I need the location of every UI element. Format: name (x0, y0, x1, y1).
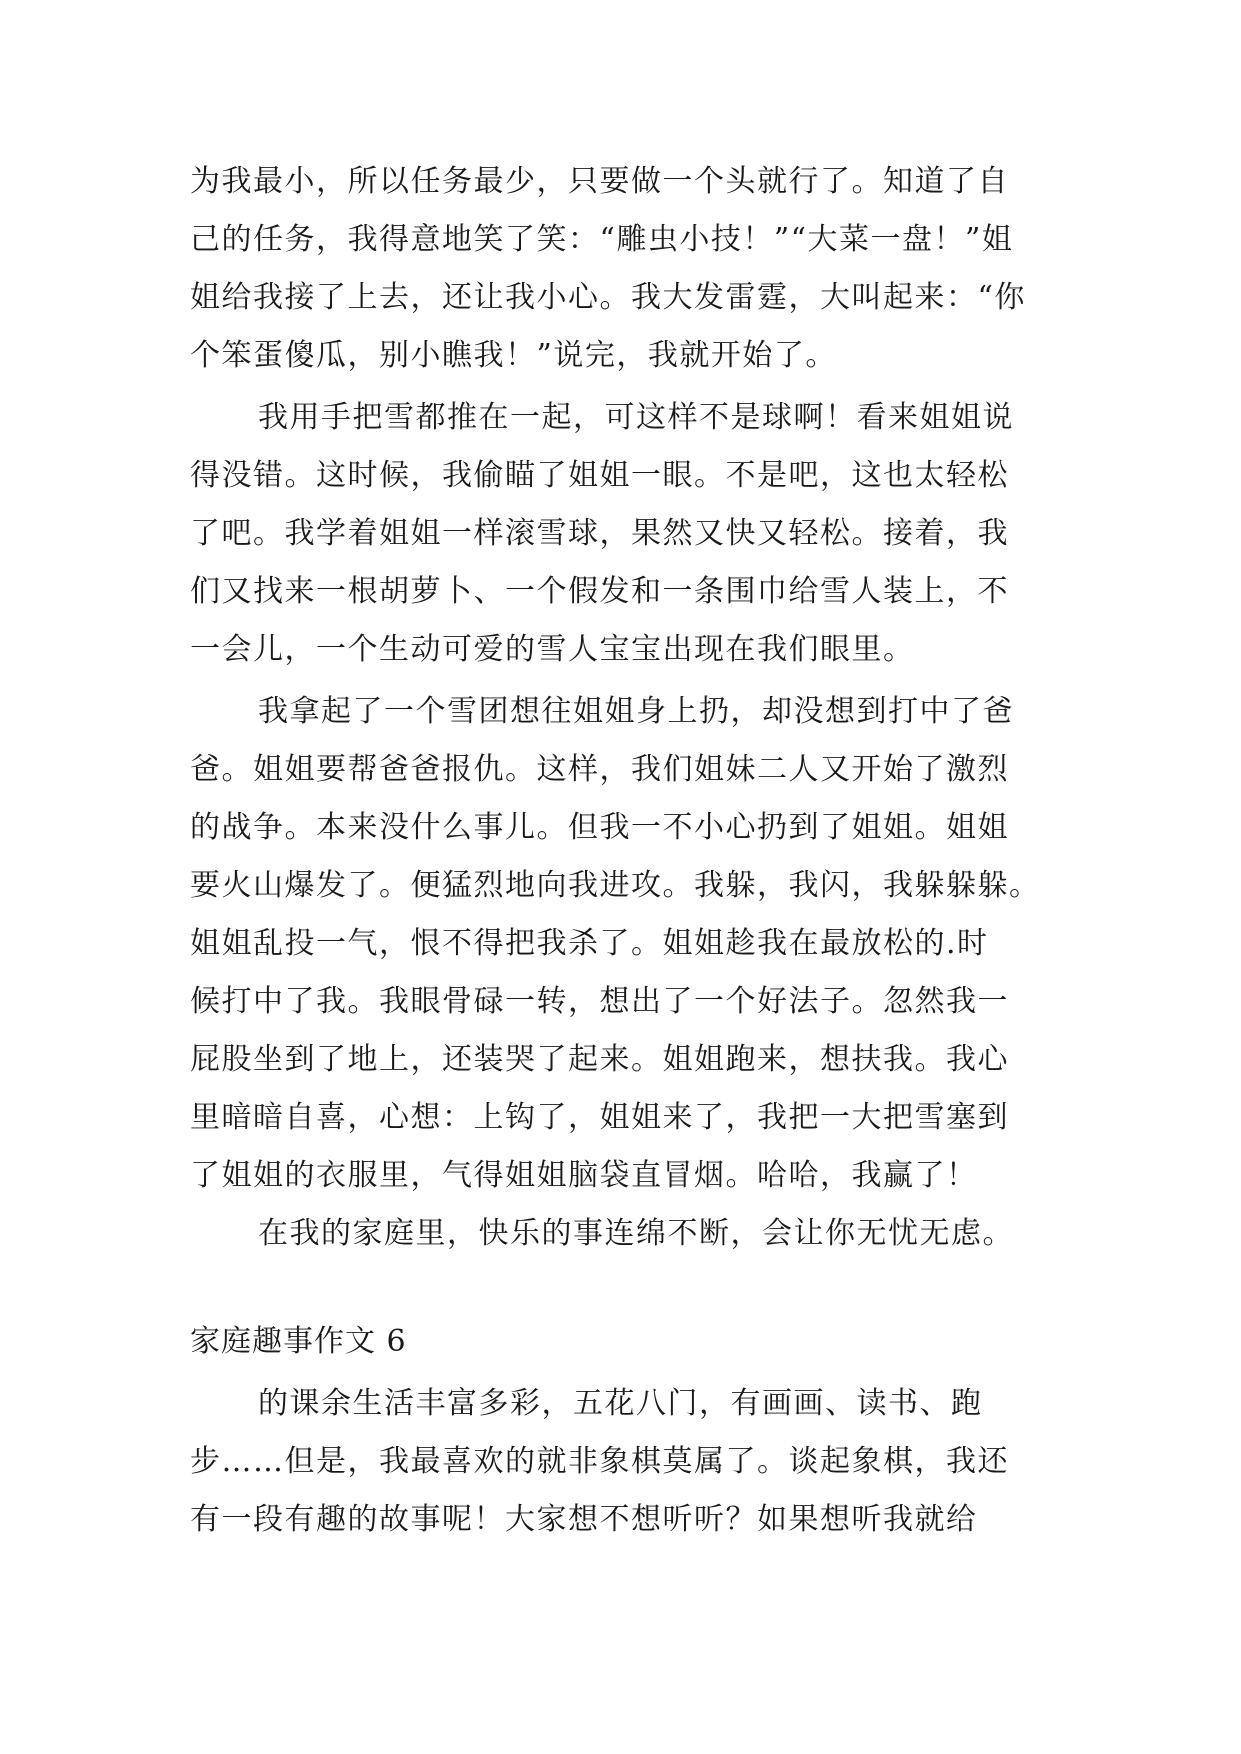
paragraph-3-line-4: 要火山爆发了。便猛烈地向我进攻。我躲，我闪，我躲躲躲。 (190, 868, 1041, 903)
paragraph-1-line-1: 为我最小，所以任务最少，只要做一个头就行了。知道了自 (190, 164, 1009, 199)
section-paragraph-line-3: 有一段有趣的故事呢！大家想不想听听？如果想听我就给 (190, 1502, 978, 1537)
paragraph-3-line-2: 爸。姐姐要帮爸爸报仇。这样，我们姐妹二人又开始了激烈 (190, 752, 1009, 787)
paragraph-1-line-4: 个笨蛋傻瓜，别小瞧我！”说完，我就开始了。 (190, 338, 837, 373)
paragraph-3-line-3: 的战争。本来没什么事儿。但我一不小心扔到了姐姐。姐姐 (190, 810, 1009, 845)
paragraph-1-line-2: 己的任务，我得意地笑了笑：“雕虫小技！”“大菜一盘！”姐 (190, 222, 1014, 257)
section-paragraph-line-2: 步……但是，我最喜欢的就非象棋莫属了。谈起象棋，我还 (190, 1444, 1009, 1479)
paragraph-2-line-4: 们又找来一根胡萝卜、一个假发和一条围巾给雪人装上，不 (190, 574, 1009, 609)
paragraph-3-line-8: 里暗暗自喜，心想：上钩了，姐姐来了，我把一大把雪塞到 (190, 1100, 1009, 1135)
paragraph-3-line-1: 我拿起了一个雪团想往姐姐身上扔，却没想到打中了爸 (258, 694, 1014, 729)
paragraph-4-line-1: 在我的家庭里，快乐的事连绵不断，会让你无忧无虑。 (258, 1216, 1014, 1251)
paragraph-3-line-7: 屁股坐到了地上，还装哭了起来。姐姐跑来，想扶我。我心 (190, 1042, 1009, 1077)
paragraph-2-line-2: 得没错。这时候，我偷瞄了姐姐一眼。不是吧，这也太轻松 (190, 458, 1009, 493)
section-title: 家庭趣事作文 6 (190, 1324, 407, 1359)
section-paragraph-line-1: 的课余生活丰富多彩，五花八门，有画画、读书、跑 (258, 1386, 983, 1421)
paragraph-2-line-1: 我用手把雪都推在一起，可这样不是球啊！看来姐姐说 (258, 400, 1014, 435)
paragraph-3-line-6: 候打中了我。我眼骨碌一转，想出了一个好法子。忽然我一 (190, 984, 1009, 1019)
paragraph-2-line-5: 一会儿，一个生动可爱的雪人宝宝出现在我们眼里。 (190, 632, 915, 667)
paragraph-3-line-9: 了姐姐的衣服里，气得姐姐脑袋直冒烟。哈哈，我赢了！ (190, 1158, 978, 1193)
paragraph-3-line-5: 姐姐乱投一气，恨不得把我杀了。姐姐趁我在最放松的.时 (190, 926, 989, 961)
paragraph-2-line-3: 了吧。我学着姐姐一样滚雪球，果然又快又轻松。接着，我 (190, 516, 1009, 551)
paragraph-1-line-3: 姐给我接了上去，还让我小心。我大发雷霆，大叫起来：“你 (190, 280, 1026, 315)
